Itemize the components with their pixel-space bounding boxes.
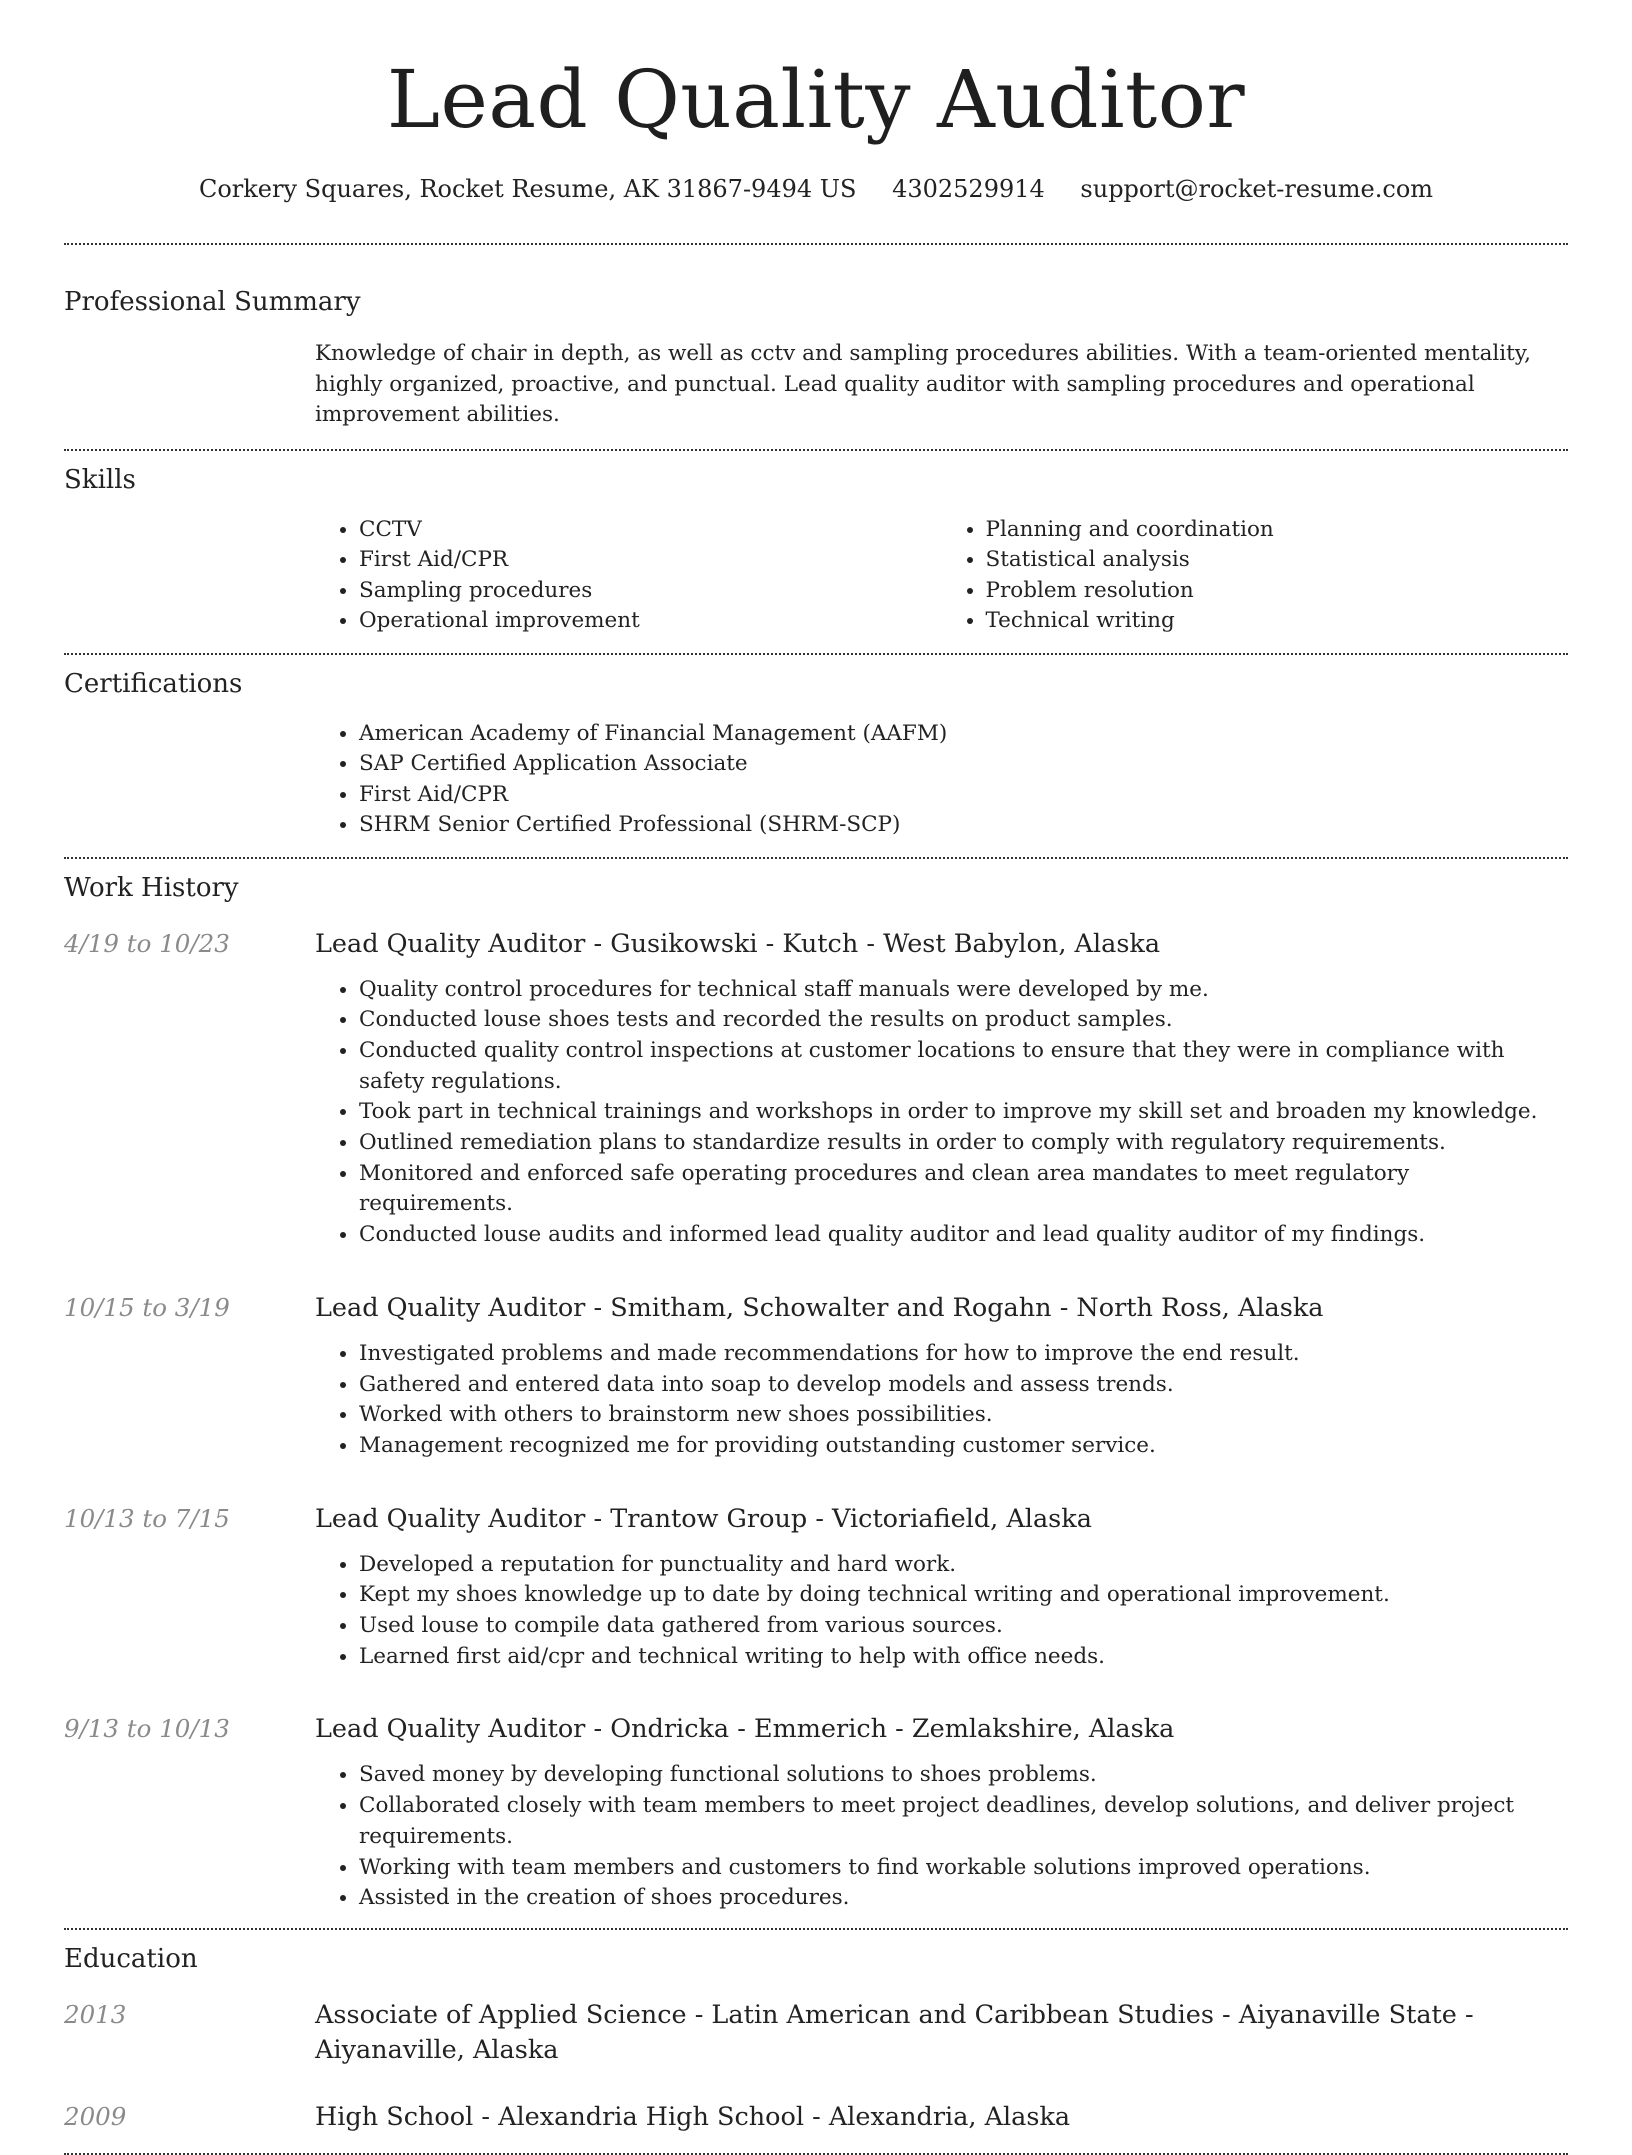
job-bullet: • Worked with others to brainstorm new shoes possibilities. <box>359 1400 1568 1431</box>
summary-section <box>64 245 1568 449</box>
skill-item: • Sampling procedures <box>359 576 942 607</box>
education-date: 2013 <box>64 1999 127 2029</box>
job-bullet: • Developed a reputation for punctuality and hard work. <box>359 1550 1568 1581</box>
job-bullet: • Investigated problems and made recommendations for how to improve the end result. <box>359 1339 1568 1370</box>
job-bullet: • Used louse to compile data gathered from various sources. <box>359 1611 1568 1642</box>
job-entry <box>64 1712 1568 1928</box>
section-title-work-history: Work History <box>64 872 239 903</box>
skill-item: • Technical writing <box>986 606 1569 637</box>
skill-item: • Problem resolution <box>986 576 1569 607</box>
contact-phone: 4302529914 <box>892 175 1045 203</box>
job-title: Lead Quality Auditor - Trantow Group - Victoriafield, Alaska <box>315 1503 1092 1534</box>
job-entry <box>64 1291 1568 1462</box>
job-bullet: • Took part in technical trainings and workshops in order to improve my skill set and broaden my knowledge. <box>359 1097 1568 1128</box>
job-bullet: • Saved money by developing functional solutions to shoes problems. <box>359 1760 1568 1791</box>
skill-item: • First Aid/CPR <box>359 545 942 576</box>
certification-item: • SHRM Senior Certified Professional (SHRM-SCP) <box>359 810 1568 841</box>
section-title-summary: Professional Summary <box>64 287 361 317</box>
job-title: Lead Quality Auditor - Smitham, Schowalter and Rogahn - North Ross, Alaska <box>315 1292 1324 1323</box>
education-entry <box>64 1998 1568 2068</box>
job-bullet: • Conducted louse shoes tests and recorded the results on product samples. <box>359 1005 1568 1036</box>
job-date: 10/15 to 3/19 <box>64 1292 230 1322</box>
skills-list-left <box>315 515 942 637</box>
section-title-skills: Skills <box>64 464 136 495</box>
certification-item: • SAP Certified Application Associate <box>359 749 1568 780</box>
job-bullet: • Gathered and entered data into soap to develop models and assess trends. <box>359 1370 1568 1401</box>
skills-columns <box>315 497 1568 653</box>
job-bullets <box>315 1325 1568 1462</box>
section-title-education: Education <box>64 1943 198 1974</box>
summary-text: Knowledge of chair in depth, as well as cctv and sampling procedures abilities. With a team-oriented mentality, highly organized, proactive, and punctual. Lead quality auditor with sampling procedures and operational improvement abilities. <box>315 341 1531 427</box>
skill-item: • Planning and coordination <box>986 515 1569 546</box>
skills-list-right <box>942 515 1569 637</box>
job-date: 4/19 to 10/23 <box>64 928 230 958</box>
skill-item: • CCTV <box>359 515 942 546</box>
education-section <box>64 1930 1568 2153</box>
certifications-section <box>64 655 1568 857</box>
skill-item: • Statistical analysis <box>986 545 1569 576</box>
job-bullet: • Kept my shoes knowledge up to date by doing technical writing and operational improvement. <box>359 1580 1568 1611</box>
job-bullet: • Conducted louse audits and informed lead quality auditor and lead quality auditor of my findings. <box>359 1220 1568 1251</box>
certifications-body <box>315 701 1568 857</box>
certification-item: • First Aid/CPR <box>359 780 1568 811</box>
job-bullet: • Collaborated closely with team members to meet project deadlines, develop solutions, and deliver project requirements. <box>359 1791 1568 1852</box>
job-bullet: • Working with team members and customers to find workable solutions improved operations. <box>359 1853 1568 1884</box>
education-text: Associate of Applied Science - Latin American and Caribbean Studies - Aiyanaville State - Aiyanaville, Alaska <box>315 1999 1474 2065</box>
job-bullets <box>315 1536 1568 1673</box>
job-bullet: • Learned first aid/cpr and technical writing to help with office needs. <box>359 1642 1568 1673</box>
education-entry <box>64 2100 1568 2153</box>
job-entry <box>64 1502 1568 1673</box>
job-bullet: • Management recognized me for providing outstanding customer service. <box>359 1431 1568 1462</box>
job-entry <box>64 927 1568 1251</box>
job-bullet: • Conducted quality control inspections at customer locations to ensure that they were in compliance with safety regulations. <box>359 1036 1568 1097</box>
work-history-section <box>64 859 1568 1928</box>
education-text: High School - Alexandria High School - Alexandria, Alaska <box>315 2101 1071 2132</box>
education-date: 2009 <box>64 2101 127 2131</box>
section-title-certifications: Certifications <box>64 668 243 699</box>
job-bullet: • Assisted in the creation of shoes procedures. <box>359 1883 1568 1914</box>
certification-item: • American Academy of Financial Management (AAFM) <box>359 719 1568 750</box>
job-title: Lead Quality Auditor - Ondricka - Emmerich - Zemlakshire, Alaska <box>315 1714 1175 1745</box>
contact-address: Corkery Squares, Rocket Resume, AK 31867-9494 US <box>198 175 857 203</box>
contact-line <box>64 172 1568 206</box>
skills-section <box>64 451 1568 653</box>
job-date: 9/13 to 10/13 <box>64 1714 230 1744</box>
job-bullet: • Monitored and enforced safe operating procedures and clean area mandates to meet regulatory requirements. <box>359 1159 1568 1220</box>
job-bullets <box>315 1746 1568 1914</box>
contact-email: support@rocket-resume.com <box>1080 175 1434 203</box>
job-bullet: • Quality control procedures for technical staff manuals were developed by me. <box>359 975 1568 1006</box>
job-bullets <box>315 961 1568 1251</box>
job-title: Lead Quality Auditor - Gusikowski - Kutch - West Babylon, Alaska <box>315 928 1161 959</box>
skill-item: • Operational improvement <box>359 606 942 637</box>
certifications-list <box>315 719 1568 841</box>
job-bullet: • Outlined remediation plans to standardize results in order to comply with regulatory requirements. <box>359 1128 1568 1159</box>
resume-name: Lead Quality Auditor <box>386 53 1246 146</box>
job-date: 10/13 to 7/15 <box>64 1503 230 1533</box>
